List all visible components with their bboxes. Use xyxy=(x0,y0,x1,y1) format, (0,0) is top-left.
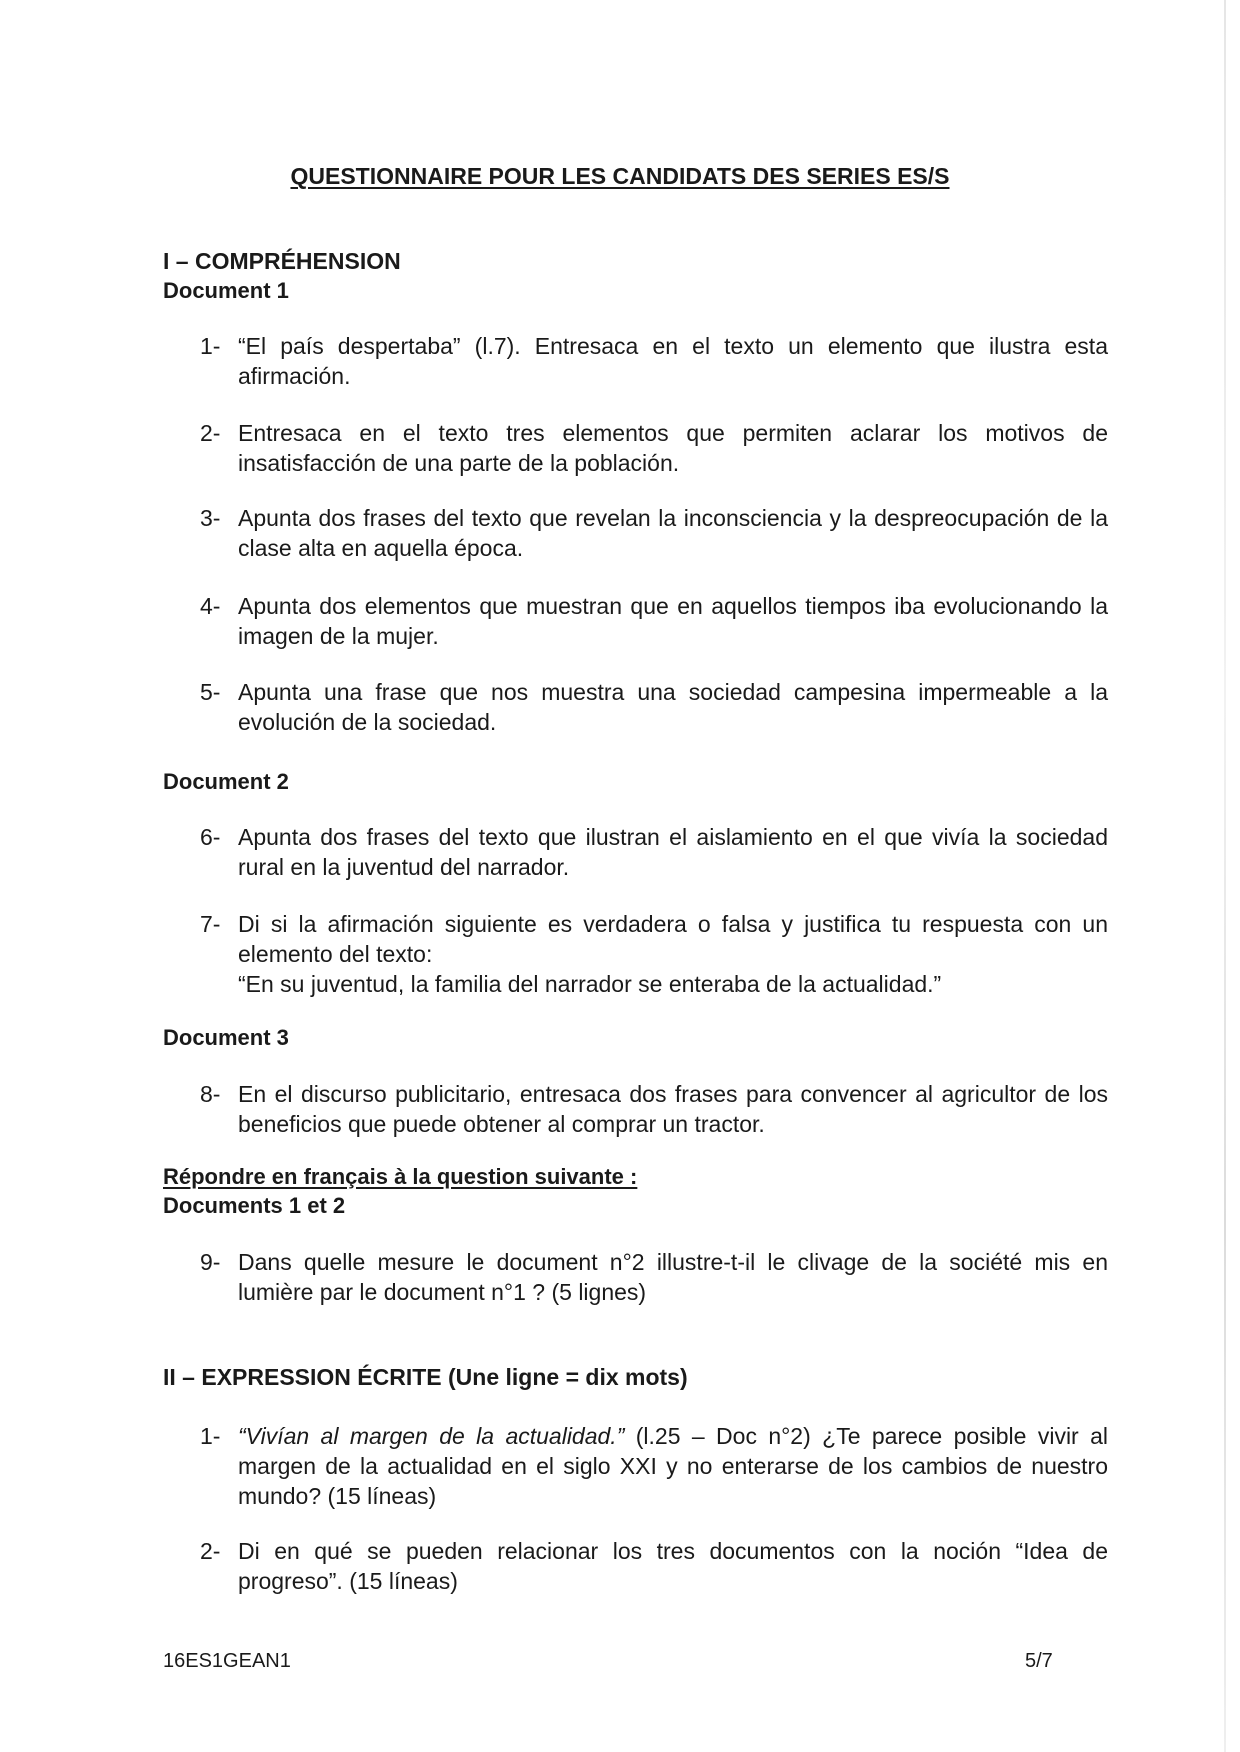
question-text: Apunta dos elementos que muestran que en aquellos tiempos iba evolucionando la imagen de la mujer. xyxy=(238,593,1108,649)
scan-edge xyxy=(1224,0,1226,1752)
question-text: Di si la afirmación siguiente es verdadera o falsa y justifica tu respuesta con un elemento del texto: xyxy=(238,911,1108,967)
question-text: Apunta dos frases del texto que revelan la inconsciencia y la despreocupación de la clase alta en aquella época. xyxy=(238,505,1108,561)
question-quote: “Vivían al margen de la actualidad.” xyxy=(238,1423,625,1449)
question-body xyxy=(238,1421,1108,1511)
question-8 xyxy=(200,1079,1108,1139)
writing-question-1 xyxy=(200,1421,1108,1511)
section-1-heading: I – COMPRÉHENSION xyxy=(163,248,401,274)
question-number: 3- xyxy=(200,505,221,531)
page-number: 5/7 xyxy=(1025,1650,1053,1672)
documents-1-2-label: Documents 1 et 2 xyxy=(163,1193,346,1218)
question-number: 5- xyxy=(200,679,221,705)
page-title: QUESTIONNAIRE POUR LES CANDIDATS DES SERIES ES/S xyxy=(290,163,950,189)
section-2-heading: II – EXPRESSION ÉCRITE (Une ligne = dix mots) xyxy=(163,1364,688,1390)
question-number: 2- xyxy=(200,1538,221,1564)
question-number: 8- xyxy=(200,1081,221,1107)
question-number: 6- xyxy=(200,824,221,850)
question-9 xyxy=(200,1247,1108,1307)
question-text: En el discurso publicitario, entresaca dos frases para convencer al agricultor de los beneficios que puede obtener al comprar un tractor. xyxy=(238,1081,1108,1137)
question-text: Apunta dos frases del texto que ilustran el aislamiento en el que vivía la sociedad rural en la juventud del narrador. xyxy=(238,824,1108,880)
question-number: 2- xyxy=(200,420,221,446)
question-body xyxy=(238,909,1108,999)
question-6 xyxy=(200,822,1108,882)
writing-question-2 xyxy=(200,1536,1108,1596)
question-quote: “En su juventud, la familia del narrador se enteraba de la actualidad.” xyxy=(238,971,942,997)
question-7 xyxy=(200,909,1108,999)
french-instruction: Répondre en français à la question suivante : xyxy=(163,1164,638,1189)
document-1-label: Document 1 xyxy=(163,278,289,303)
question-text: Apunta una frase que nos muestra una sociedad campesina impermeable a la evolución de la sociedad. xyxy=(238,679,1108,735)
question-text: Entresaca en el texto tres elementos que permiten aclarar los motivos de insatisfacción de una parte de la población. xyxy=(238,420,1108,476)
question-1 xyxy=(200,331,1108,391)
question-2 xyxy=(200,418,1108,478)
question-number: 9- xyxy=(200,1249,221,1275)
footer-code: 16ES1GEAN1 xyxy=(163,1650,291,1672)
question-3 xyxy=(200,503,1108,563)
question-number: 7- xyxy=(200,911,221,937)
question-4 xyxy=(200,591,1108,651)
question-text: (l.25 – Doc n°2) ¿Te parece posible vivir al margen de la actualidad en el siglo XXI y no enterarse de los cambios de nuestro mundo? (15 líneas) xyxy=(238,1423,1108,1509)
question-5 xyxy=(200,677,1108,737)
question-text: Dans quelle mesure le document n°2 illustre-t-il le clivage de la société mis en lumière par le document n°1 ? (5 lignes) xyxy=(238,1249,1108,1305)
document-3-label: Document 3 xyxy=(163,1025,289,1050)
document-2-label: Document 2 xyxy=(163,769,289,794)
question-text: Di en qué se pueden relacionar los tres documentos con la noción “Idea de progreso”. (15 líneas) xyxy=(238,1538,1108,1594)
question-number: 4- xyxy=(200,593,221,619)
question-text: “El país despertaba” (l.7). Entresaca en el texto un elemento que ilustra esta afirmación. xyxy=(238,333,1108,389)
question-number: 1- xyxy=(200,1423,221,1449)
question-number: 1- xyxy=(200,333,221,359)
